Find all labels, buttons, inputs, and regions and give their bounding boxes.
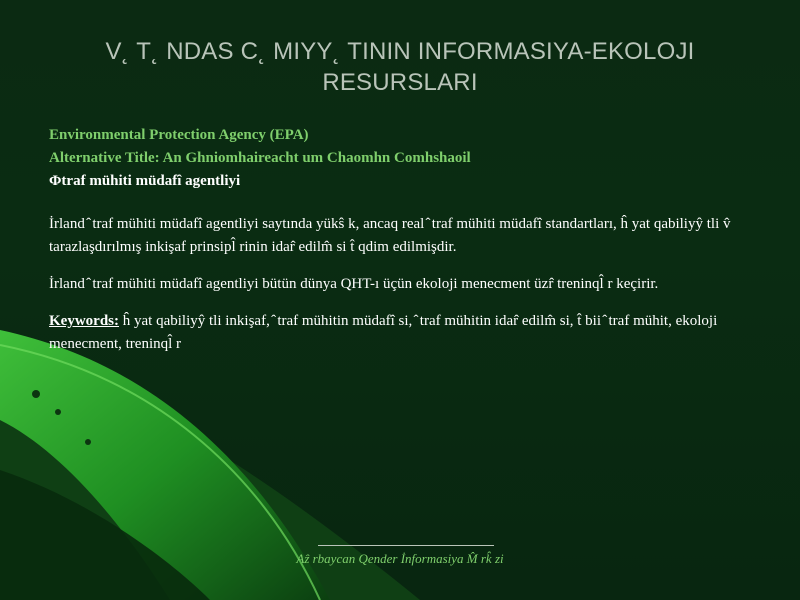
keywords-text: ĥ yat qabiliyŷ tli inkişaf, ̂ traf mühitin müdafî si, ̂ traf mühitin idar̂ edilm̂ si, t̂ bii ̂ traf mühit, ekoloji menecment, treninql̂ r — [49, 313, 718, 352]
title-line-1: V˛ T˛ NDAS C˛ MIYY˛ TININ INFORMASIYA-EKOLOJI — [105, 38, 695, 65]
paragraph-1: İrland ̂ traf mühiti müdafî agentliyi saytında yükŝ k, ancaq real ̂ traf mühiti müdafî standartları, ĥ yat qabiliyŷ tli v̂ tarazlaşdırılmış inkişaf prinsipl̂ rinin idar̂ edilm̂ si t̂ qdim edilmişdir. — [49, 216, 731, 255]
agency-name-az: Φtraf mühiti müdafî agentliyi — [49, 173, 241, 189]
alternative-title: Alternative Title: An Ghniomhaireacht um Chaomhn Comhshaoil — [49, 150, 471, 166]
keywords-paragraph — [49, 310, 765, 356]
footer-divider — [318, 545, 494, 546]
title-line-2: RESURSLARI — [322, 69, 478, 96]
slide-title — [40, 36, 760, 98]
paragraph-2: İrland ̂ traf mühiti müdafî agentliyi bütün dünya QHT-ı üçün ekoloji menecment üzr̂ treninql̂ r keçirir. — [49, 276, 659, 292]
slide-content — [49, 124, 765, 356]
footer-text: Aẑ rbaycan Qender İnformasiya M̂ rk̂ zi — [296, 551, 504, 566]
keywords-label: Keywords: — [49, 313, 119, 329]
agency-name: Environmental Protection Agency (EPA) — [49, 127, 309, 143]
